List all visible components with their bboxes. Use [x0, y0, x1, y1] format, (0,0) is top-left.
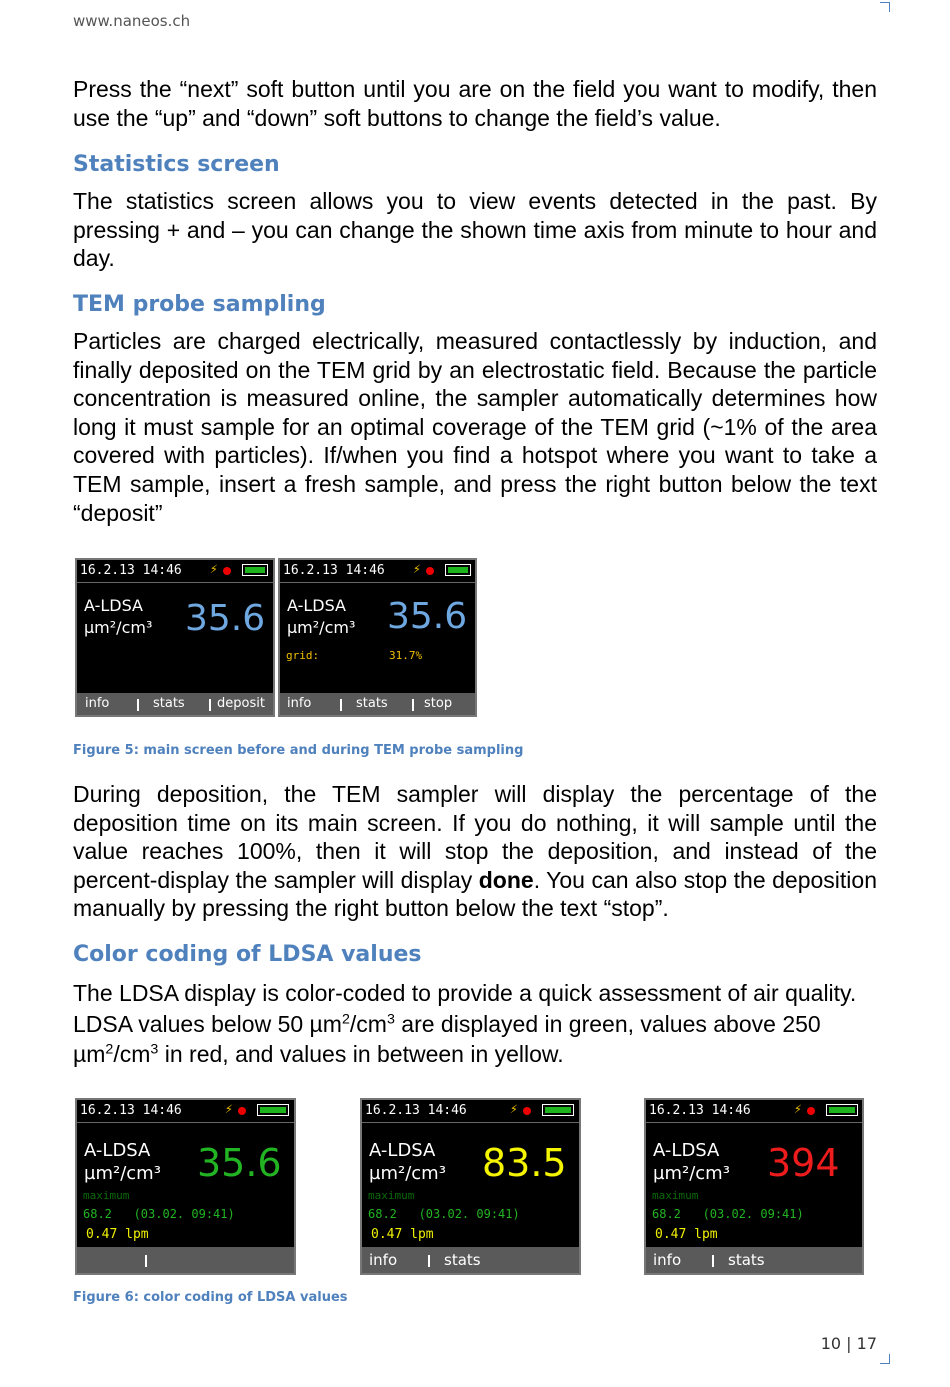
maximum-label: maximum — [652, 1189, 699, 1202]
figure-5-caption: Figure 5: main screen before and during TEM probe sampling — [73, 743, 524, 758]
tem-heading: TEM probe sampling — [73, 292, 326, 317]
ldsa-value: 35.6 — [197, 1141, 282, 1185]
maximum-value: 68.2 (03.02. 09:41) — [368, 1207, 520, 1221]
datetime: 16.2.13 14:46 — [80, 563, 182, 578]
status-bar — [77, 560, 273, 583]
unit-label: µm²/cm³ — [84, 1163, 161, 1184]
datetime: 16.2.13 14:46 — [283, 563, 385, 578]
charging-icon: ⚡ — [210, 562, 218, 577]
cc-text-1: The LDSA display is color-coded to provide a quick assessment of air quality. LDSA values below 50 — [73, 980, 857, 1037]
button-separator — [137, 699, 139, 711]
stats-button[interactable]: stats — [153, 696, 185, 711]
status-bar — [362, 1100, 579, 1123]
datetime: 16.2.13 14:46 — [649, 1103, 751, 1118]
corner-mark-bottom — [880, 1354, 890, 1364]
record-dot-icon — [807, 1107, 815, 1115]
soft-button-bar — [77, 1247, 294, 1273]
device-screen-green — [75, 1098, 296, 1275]
status-bar — [77, 1100, 294, 1123]
header-url: www.naneos.ch — [73, 12, 191, 30]
ldsa-value: 83.5 — [482, 1141, 567, 1185]
unit-sup-2: 2 — [105, 1041, 114, 1058]
info-button[interactable]: info — [369, 1251, 398, 1269]
maximum-value: 68.2 (03.02. 09:41) — [83, 1207, 235, 1221]
info-button[interactable]: info — [85, 696, 110, 711]
unit-label: µm²/cm³ — [653, 1163, 730, 1184]
stats-button[interactable]: stats — [728, 1251, 765, 1269]
info-button[interactable]: info — [653, 1251, 682, 1269]
battery-icon — [542, 1104, 574, 1116]
ldsa-value: 35.6 — [387, 596, 468, 637]
device-screen-before — [75, 558, 275, 717]
color-coding-heading: Color coding of LDSA values — [73, 942, 422, 967]
battery-icon — [826, 1104, 858, 1116]
button-separator — [712, 1255, 714, 1267]
button-separator — [412, 699, 414, 711]
unit-sup-2: 2 — [341, 1010, 350, 1027]
deposition-text-1: During deposition, the TEM sampler will display the percentage of the deposition time on its main screen. If you do nothing, it will sample until the value reaches 100%, then it will stop the deposition, and instead of the percent-display the sampler will display — [73, 781, 877, 893]
soft-button-bar — [362, 1247, 579, 1273]
device-screen-yellow — [360, 1098, 581, 1275]
unit-cm: /cm — [113, 1041, 151, 1067]
status-bar — [646, 1100, 862, 1123]
color-coding-paragraph — [73, 978, 877, 1070]
ldsa-label: A-LDSA — [369, 1140, 436, 1161]
device-screen-during — [278, 558, 477, 717]
battery-icon — [445, 564, 471, 576]
record-dot-icon — [223, 567, 231, 575]
unit-sup-3: 3 — [386, 1010, 395, 1027]
page-number: 10 | 17 — [820, 1334, 877, 1353]
stats-button[interactable]: stats — [444, 1251, 481, 1269]
soft-button-bar — [280, 693, 475, 715]
flow-rate: 0.47 lpm — [371, 1227, 434, 1242]
button-separator — [428, 1255, 430, 1267]
statistics-heading: Statistics screen — [73, 152, 280, 177]
record-dot-icon — [523, 1107, 531, 1115]
ldsa-value: 35.6 — [185, 598, 266, 639]
datetime: 16.2.13 14:46 — [365, 1103, 467, 1118]
flow-rate: 0.47 lpm — [655, 1227, 718, 1242]
charging-icon: ⚡ — [225, 1102, 233, 1117]
intro-paragraph: Press the “next” soft button until you are on the field you want to modify, then use the “up” and “down” soft buttons to change the field’s value. — [73, 76, 877, 131]
statistics-paragraph: The statistics screen allows you to view events detected in the past. By pressing + and – you can change the shown time axis from minute to hour and day. — [73, 188, 877, 272]
deposit-button[interactable]: deposit — [217, 696, 265, 711]
stop-button[interactable]: stop — [424, 696, 453, 711]
soft-button-bar — [77, 693, 273, 715]
deposition-text-2: . You can also stop the deposition manually by pressing the right button below the text “stop”. — [73, 866, 877, 922]
info-button[interactable]: info — [287, 696, 312, 711]
flow-rate: 0.47 lpm — [86, 1227, 149, 1242]
maximum-label: maximum — [83, 1189, 130, 1202]
device-screen-red — [644, 1098, 864, 1275]
done-keyword: done — [478, 866, 534, 893]
status-bar — [280, 560, 475, 583]
corner-mark-top — [880, 2, 890, 12]
unit-label: µm²/cm³ — [287, 618, 356, 637]
unit-um: µm — [73, 1041, 106, 1067]
stats-button[interactable]: stats — [356, 696, 388, 711]
datetime: 16.2.13 14:46 — [80, 1103, 182, 1118]
ldsa-value: 394 — [767, 1141, 840, 1185]
deposition-paragraph — [73, 780, 877, 923]
maximum-value: 68.2 (03.02. 09:41) — [652, 1207, 804, 1221]
charging-icon: ⚡ — [510, 1102, 518, 1117]
cc-text-3: in red, and values in between in yellow. — [158, 1041, 564, 1067]
soft-button-bar — [646, 1247, 862, 1273]
unit-um: µm — [309, 1010, 342, 1037]
record-dot-icon — [426, 567, 434, 575]
charging-icon: ⚡ — [794, 1102, 802, 1117]
ldsa-label: A-LDSA — [653, 1140, 720, 1161]
button-separator — [209, 699, 211, 711]
maximum-label: maximum — [368, 1189, 415, 1202]
unit-cm: /cm — [349, 1010, 387, 1037]
grid-percentage: 31.7% — [389, 649, 423, 662]
unit-label: µm²/cm³ — [369, 1163, 446, 1184]
button-separator — [145, 1255, 147, 1267]
ldsa-label: A-LDSA — [287, 596, 346, 615]
unit-sup-3: 3 — [150, 1041, 159, 1058]
figure-6-caption: Figure 6: color coding of LDSA values — [73, 1290, 348, 1305]
tem-paragraph: Particles are charged electrically, measured contactlessly by induction, and finally deposited on the TEM grid by an electrostatic field. Because the particle concentration is measured online, the sampler automatically determines how long it must sample for an optimal coverage of the TEM grid (~1% of the area covered with particles). If/when you find a hotspot where you want to take a TEM sample, insert a fresh sample, and press the right button below the text “deposit” — [73, 328, 877, 526]
cc-text-2: are displayed in green, values above 250 — [394, 1010, 821, 1037]
charging-icon: ⚡ — [413, 562, 421, 577]
unit-label: µm²/cm³ — [84, 618, 153, 637]
battery-icon — [242, 564, 268, 576]
record-dot-icon — [238, 1107, 246, 1115]
ldsa-label: A-LDSA — [84, 596, 143, 615]
ldsa-label: A-LDSA — [84, 1140, 151, 1161]
battery-icon — [257, 1104, 289, 1116]
grid-label: grid: — [286, 649, 320, 662]
button-separator — [340, 699, 342, 711]
